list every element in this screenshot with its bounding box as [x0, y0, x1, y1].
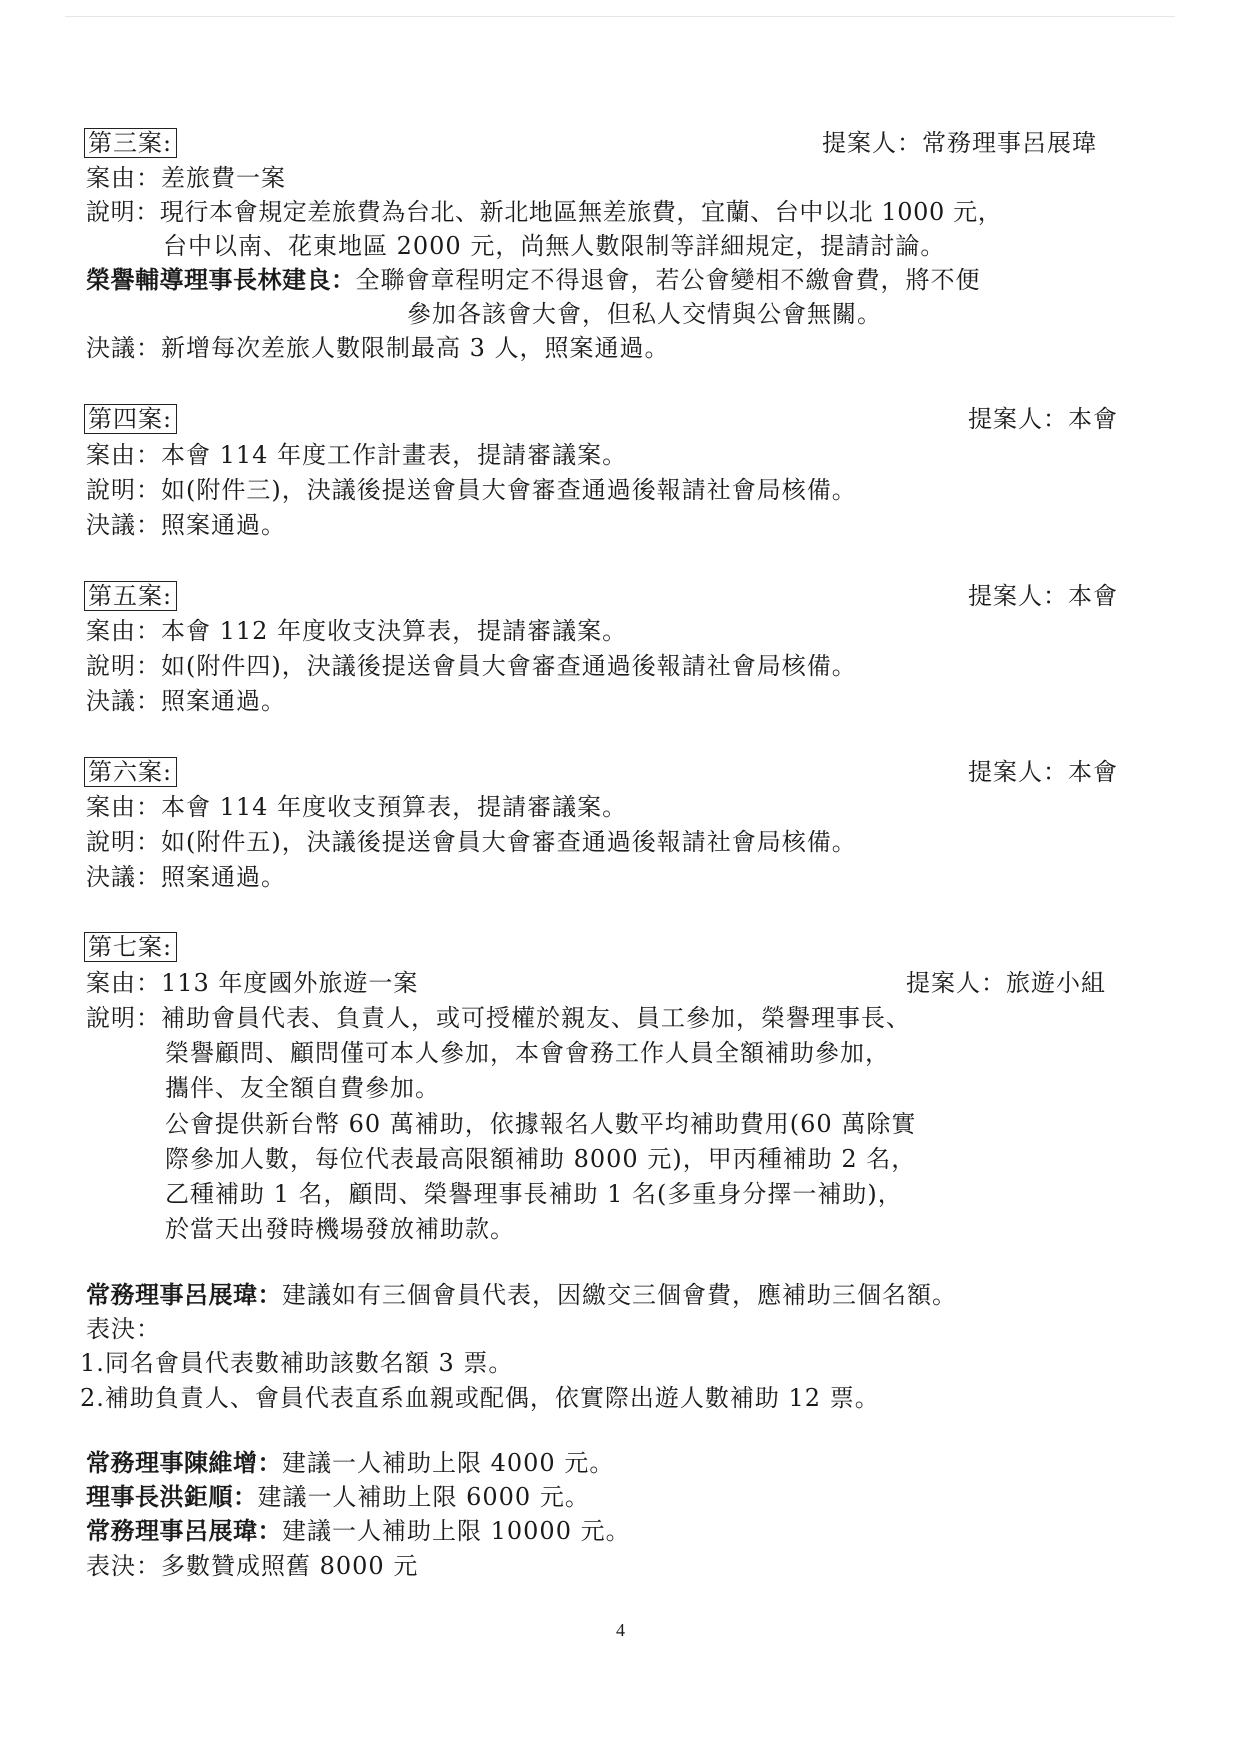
case7-discussion2-row-0: [86, 1448, 614, 1478]
case3-proposer: 提案人：常務理事呂展瑋: [822, 129, 1097, 157]
case7-discussion2-speaker-1: 理事長洪鉅順：: [86, 1483, 258, 1511]
case4-resolution: 決議：照案通過。: [86, 511, 286, 539]
case3-heading: [84, 128, 177, 158]
case7-vote-label: 表決：: [86, 1315, 161, 1343]
case5-heading: [84, 581, 177, 611]
case4-reason: 案由：本會 114 年度工作計畫表，提請審議案。: [86, 441, 628, 469]
case5-resolution: 決議：照案通過。: [86, 687, 286, 715]
case6-explain: 說明：如(附件五)，決議後提送會員大會審查通過後報請社會局核備。: [86, 828, 857, 856]
case3-explain-2: 台中以南、花東地區 2000 元，尚無人數限制等詳細規定，提請討論。: [163, 232, 946, 260]
case3-speech-2: 參加各該會大會，但私人交情與公會無關。: [407, 300, 882, 328]
case5-reason: 案由：本會 112 年度收支決算表，提請審議案。: [86, 617, 628, 645]
case7-discussion1-speaker: 常務理事呂展瑋：: [86, 1281, 282, 1309]
case6-resolution: 決議：照案通過。: [86, 863, 286, 891]
case7-discussion2-text-2: 建議一人補助上限 10000 元。: [282, 1517, 631, 1545]
case7-explain-line-1: 榮譽顧問、顧問僅可本人參加，本會會務工作人員全額補助參加，: [165, 1039, 890, 1067]
case6-proposer: 提案人：本會: [968, 758, 1118, 786]
case6-reason: 案由：本會 114 年度收支預算表，提請審議案。: [86, 793, 628, 821]
case7-explain-line-6: 於當天出發時機場發放補助款。: [165, 1215, 515, 1243]
case3-resolution: 決議：新增每次差旅人數限制最高 3 人，照案通過。: [86, 334, 670, 362]
case3-speech-1: [86, 265, 981, 295]
case3-reason: 案由：差旅費一案: [86, 164, 286, 192]
case3-heading-label: 第三案:: [84, 128, 177, 158]
case7-discussion2-speaker-0: 常務理事陳維增：: [86, 1449, 282, 1477]
case7-final-vote: 表決：多數贊成照舊 8000 元: [86, 1552, 419, 1580]
case7-explain-line-5: 乙種補助 1 名，顧問、榮譽理事長補助 1 名(多重身分擇一補助)，: [165, 1180, 903, 1208]
case6-heading: [84, 757, 177, 787]
case7-discussion2-speaker-2: 常務理事呂展瑋：: [86, 1517, 282, 1545]
case5-proposer: 提案人：本會: [968, 582, 1118, 610]
case7-discussion2-text-0: 建議一人補助上限 4000 元。: [282, 1449, 615, 1477]
case4-heading-label: 第四案:: [84, 404, 177, 434]
case7-explain-line-0: 說明：補助會員代表、負責人，或可授權於親友、員工參加，榮譽理事長、: [86, 1004, 911, 1032]
case7-explain-line-2: 攜伴、友全額自費參加。: [165, 1074, 440, 1102]
page-number: 4: [616, 1620, 625, 1640]
case7-explain-line-4: 際參加人數，每位代表最高限額補助 8000 元)，甲丙種補助 2 名，: [165, 1145, 917, 1173]
case7-discussion1-text: 建議如有三個會員代表，因繳交三個會費，應補助三個名額。: [282, 1281, 957, 1309]
case3-speaker: 榮譽輔導理事長林建良：: [86, 266, 356, 294]
case7-discussion2-row-1: [86, 1482, 590, 1512]
case7-vote-item-2: 2.補助負責人、會員代表直系血親或配偶，依實際出遊人數補助 12 票。: [80, 1384, 880, 1412]
case7-heading-label: 第七案:: [84, 932, 177, 962]
case7-reason: 案由：113 年度國外旅遊一案: [86, 969, 419, 997]
case3-speech-text-1: 全聯會章程明定不得退會，若公會變相不繳會費，將不便: [355, 266, 981, 294]
case7-discussion1: [86, 1280, 957, 1310]
case7-discussion2-row-2: [86, 1516, 631, 1546]
case4-proposer: 提案人：本會: [968, 405, 1118, 433]
case7-explain-line-3: 公會提供新台幣 60 萬補助，依據報名人數平均補助費用(60 萬除實: [165, 1110, 917, 1138]
case7-vote-item-1: 1.同名會員代表數補助該數名額 3 票。: [80, 1349, 514, 1377]
case3-explain-1: 說明：現行本會規定差旅費為台北、新北地區無差旅費，宜蘭、台中以北 1000 元，: [86, 198, 1003, 226]
case5-explain: 說明：如(附件四)，決議後提送會員大會審查通過後報請社會局核備。: [86, 652, 857, 680]
case5-heading-label: 第五案:: [84, 581, 177, 611]
case4-heading: [84, 404, 177, 434]
case7-discussion2-text-1: 建議一人補助上限 6000 元。: [257, 1483, 590, 1511]
case7-heading: [84, 932, 177, 962]
case7-proposer: 提案人：旅遊小組: [906, 969, 1106, 997]
case6-heading-label: 第六案:: [84, 757, 177, 787]
case4-explain: 說明：如(附件三)，決議後提送會員大會審查通過後報請社會局核備。: [86, 476, 857, 504]
